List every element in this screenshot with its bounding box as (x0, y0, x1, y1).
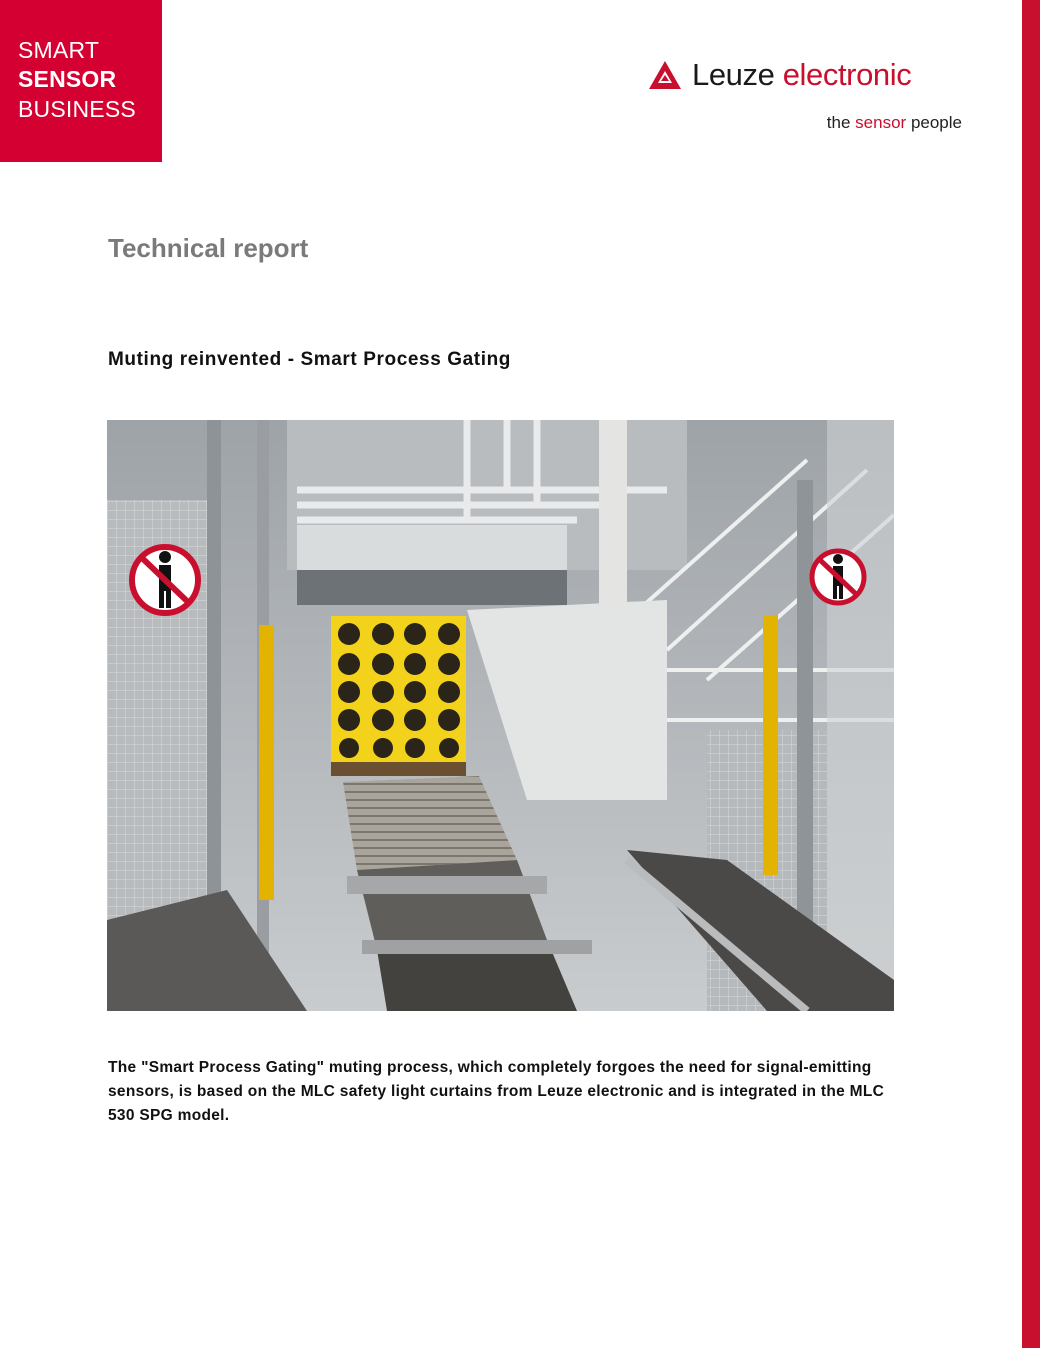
tagline-people: people (910, 113, 962, 132)
smart-sensor-business-badge (0, 0, 162, 162)
brand-name (692, 56, 911, 94)
no-pedestrian-sign-icon (812, 551, 864, 603)
badge-line-sensor: SENSOR (18, 66, 117, 92)
leuze-logo-icon (648, 60, 682, 90)
side-accent-bar (1022, 0, 1040, 1348)
tagline-sensor: sensor (855, 113, 907, 132)
brand-name-black: Leuze (692, 57, 775, 92)
document-headline: Muting reinvented - Smart Process Gating (108, 349, 512, 370)
document-summary: The "Smart Process Gating" muting process, which completely forgoes the need for signal-emitting sensors, is based on the MLC safety light curtains from Leuze electronic and is integrated in the MLC 530 SPG model. (108, 1059, 885, 1124)
conveyor-photo-illustration (107, 420, 894, 1011)
badge-line-smart: SMART (18, 37, 100, 63)
badge-line-business: BUSINESS (18, 96, 136, 122)
no-pedestrian-sign-icon (132, 547, 198, 613)
brand-tagline (827, 113, 962, 133)
leuze-logo (648, 56, 968, 96)
brand-name-red: electronic (782, 57, 912, 92)
tagline-the: the (826, 113, 851, 132)
document-type-label: Technical report (108, 233, 309, 263)
conveyor-photo (107, 420, 894, 1011)
